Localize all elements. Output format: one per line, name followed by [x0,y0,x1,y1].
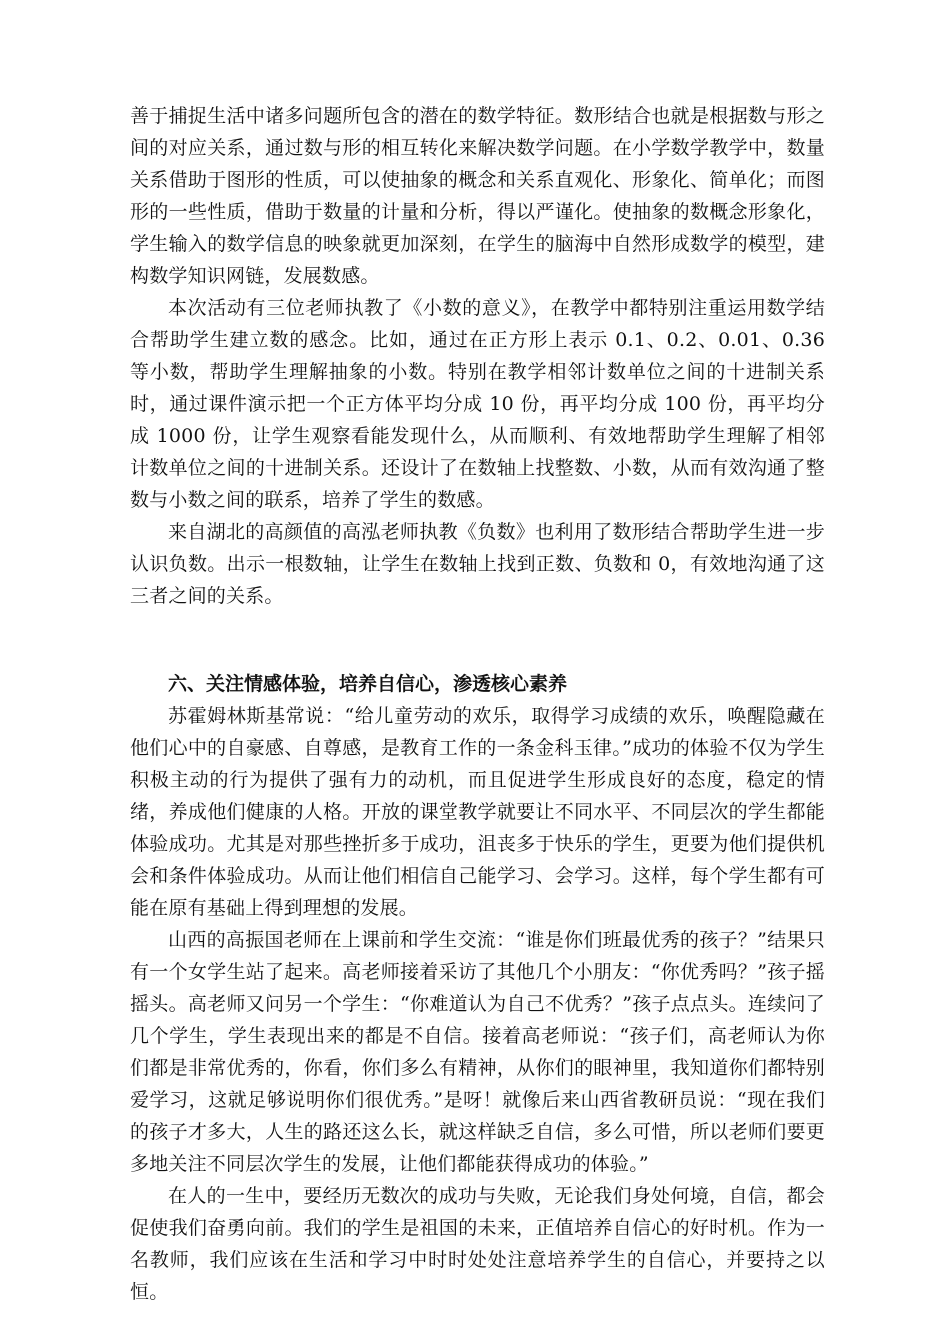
paragraph-continuation: 善于捕捉生活中诸多问题所包含的潜在的数学特征。数形结合也就是根据数与形之间的对应关系，通过数与形的相互转化来解决数学问题。在小学数学教学中，数量关系借助于图形的性质，可以使抽象的概念和关系直观化、形象化、简单化；而图形的一些性质，借助于数量的计量和分析，得以严谨化。使抽象的数概念形象化，学生输入的数学信息的映象就更加深刻，在学生的脑海中自然形成数学的模型，建构数学知识网链，发展数感。 [130,105,825,287]
paragraph-negative-numbers: 来自湖北的高颜值的高泓老师执教《负数》也利用了数形结合帮助学生进一步认识负数。出示一根数轴，让学生在数轴上找到正数、负数和 0，有效地沟通了这三者之间的关系。 [130,521,825,607]
section-heading: 六、关注情感体验，培养自信心，渗透核心素养 [168,673,568,695]
paragraph-decimal-lesson: 本次活动有三位老师执教了《小数的意义》，在教学中都特别注重运用数学结合帮助学生建立数的感念。比如，通过在正方形上表示 0.1、0.2、0.01、0.36 等小数，帮助学生理解抽象的小数。特别在教学相邻计数单位之间的十进制关系时，通过课件演示把一个正方体平均分成 10 份，再平均分成 100 份，再平均分成 1000 份，让学生观察看能发现什么，从而顺利、有效地帮助学生理解了相邻计数单位之间的十进制关系。还设计了在数轴上找整数、小数，从而有效沟通了整数与小数之间的联系，培养了学生的数感。 [130,297,825,511]
paragraph-shanxi-teacher: 山西的高振国老师在上课前和学生交流：“谁是你们班最优秀的孩子？”结果只有一个女学生站了起来。高老师接着采访了其他几个小朋友：“你优秀吗？”孩子摇摇头。高老师又问另一个学生：“你难道认为自己不优秀？”孩子点点头。连续问了几个学生，学生表现出来的都是不自信。接着高老师说：“孩子们，高老师认为你们都是非常优秀的，你看，你们多么有精神，从你们的眼神里，我知道你们都特别爱学习，这就足够说明你们很优秀。”是呀！就像后来山西省教研员说：“现在我们的孩子才多大，人生的路还这么长，就这样缺乏自信，多么可惜，所以老师们要更多地关注不同层次学生的发展，让他们都能获得成功的体验。” [130,929,825,1175]
document-page [130,100,825,1308]
paragraph-sukhomlinsky-quote: 苏霍姆林斯基常说：“给儿童劳动的欢乐，取得学习成绩的欢乐，唤醒隐藏在他们心中的自豪感、自尊感，是教育工作的一条金科玉律。”成功的体验不仅为学生积极主动的行为提供了强有力的动机，而且促进学生形成良好的态度，稳定的情绪，养成他们健康的人格。开放的课堂教学就要让不同水平、不同层次的学生都能体验成功。尤其是对那些挫折多于成功，沮丧多于快乐的学生，更要为他们提供机会和条件体验成功。从而让他们相信自己能学习、会学习。这样，每个学生都有可能在原有基础上得到理想的发展。 [130,705,825,919]
paragraph-conclusion: 在人的一生中，要经历无数次的成功与失败，无论我们身处何境，自信，都会促使我们奋勇向前。我们的学生是祖国的未来，正值培养自信心的好时机。作为一名教师，我们应该在生活和学习中时时处处注意培养学生的自信心，并要持之以恒。 [130,1185,825,1303]
